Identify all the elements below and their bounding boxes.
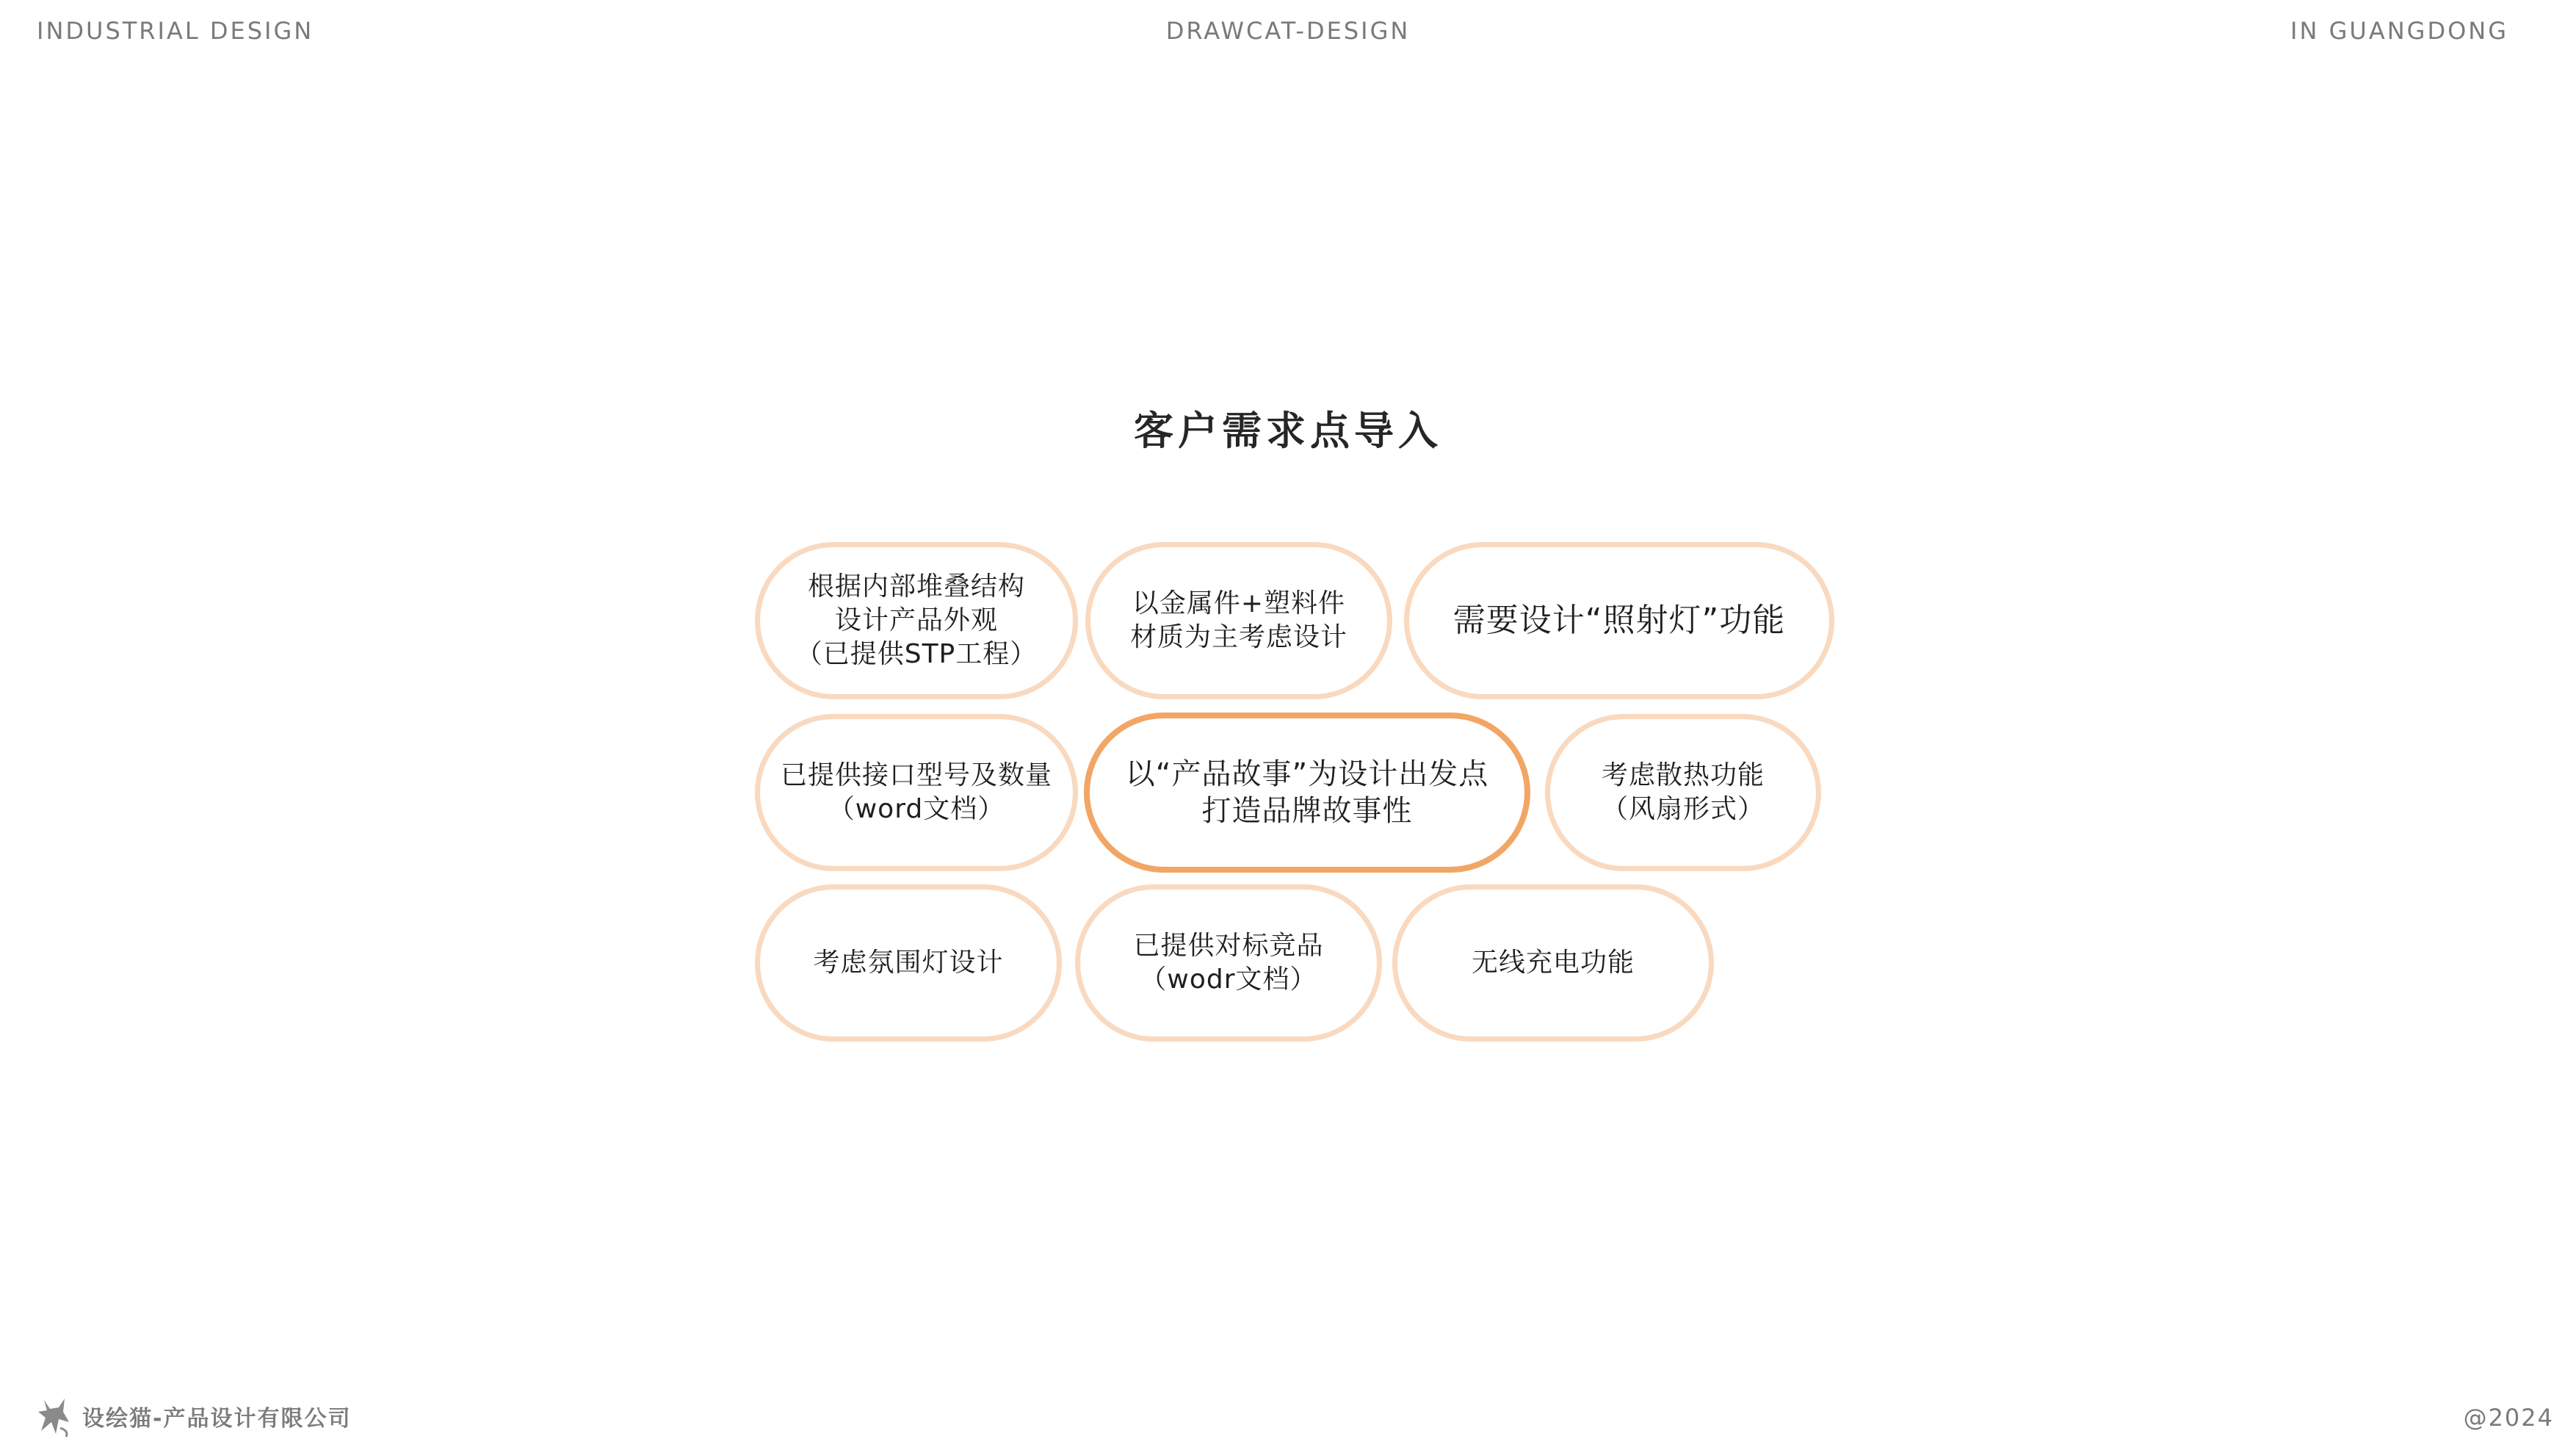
header-left-label: INDUSTRIAL DESIGN: [37, 17, 314, 45]
requirement-text: 需要设计“照射灯”功能: [1452, 602, 1786, 639]
requirement-text: 以金属件+塑料件 材质为主考虑设计: [1129, 588, 1347, 652]
requirement-text: 根据内部堆叠结构 设计产品外观 （已提供STP工程）: [795, 571, 1038, 669]
header-center-label: DRAWCAT-DESIGN: [1165, 17, 1411, 45]
cat-logo-icon: [37, 1397, 73, 1441]
company-name: 设绘猫-产品设计有限公司: [82, 1406, 352, 1432]
requirement-pill-cooling: [1545, 714, 1821, 871]
requirement-pill-competitors: [1075, 884, 1382, 1042]
copyright-year: @2024: [2463, 1404, 2554, 1432]
requirement-text: 考虑氛围灯设计: [813, 948, 1004, 978]
page-title: 客户需求点导入: [1134, 408, 1442, 454]
requirement-text: 已提供对标竞品 （wodr文档）: [1133, 931, 1324, 995]
requirement-text: 已提供接口型号及数量 （word文档）: [780, 760, 1052, 824]
requirement-text: 考虑散热功能 （风扇形式）: [1601, 760, 1765, 824]
requirement-pill-product-story: [1084, 713, 1530, 873]
footer-brand: [37, 1397, 351, 1441]
requirement-pill-interfaces: [755, 714, 1078, 871]
requirement-text: 无线充电功能: [1471, 948, 1635, 978]
requirement-pill-wireless-charging: [1392, 884, 1714, 1042]
header-right-label: IN GUANGDONG: [2290, 17, 2508, 45]
requirement-text: 以“产品故事”为设计出发点 打造品牌故事性: [1125, 757, 1489, 828]
requirement-pill-stacking-structure: [755, 542, 1078, 699]
requirement-pill-materials: [1085, 542, 1392, 699]
requirement-pill-ambient-light: [755, 884, 1062, 1042]
requirement-pill-spotlight: [1404, 542, 1834, 699]
